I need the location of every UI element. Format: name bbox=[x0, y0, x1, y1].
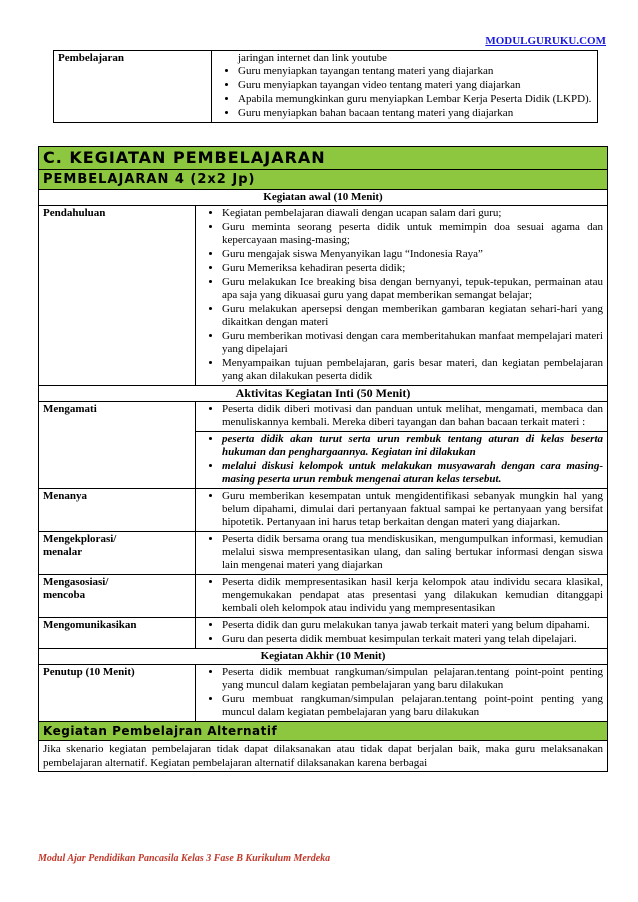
label-mengeksplorasi bbox=[39, 532, 196, 575]
content-mengomunikasikan bbox=[196, 618, 608, 649]
previous-table bbox=[53, 50, 598, 123]
list-item: • Guru menyiapkan tayangan video tentang materi yang diajarkan bbox=[238, 79, 593, 92]
alternatif-title: Kegiatan Pembelajran Alternatif bbox=[39, 722, 608, 741]
phase-awal: Kegiatan awal (10 Menit) bbox=[39, 190, 608, 206]
label-line: mencoba bbox=[43, 589, 86, 601]
label-line: menalar bbox=[43, 546, 83, 558]
content-mengamati bbox=[196, 402, 608, 432]
list-item: jaringan internet dan link youtube bbox=[238, 52, 388, 64]
list-item: • Guru memberikan motivasi dengan cara memberitahukan manfaat mempelajari materi yang dipelajari bbox=[222, 330, 603, 356]
label-mengamati: Mengamati bbox=[39, 402, 196, 489]
row-label: Pembelajaran bbox=[54, 51, 212, 123]
label-line: Mengasosiasi/ bbox=[43, 576, 109, 588]
content-mengasosiasi bbox=[196, 575, 608, 618]
list-item: • Guru membuat rangkuman/simpulan pelajaran.tentang point-point penting yang muncul dalam kegiatan pembelajaran yang baru dilakukan bbox=[222, 693, 603, 719]
content-mengamati-bold bbox=[196, 432, 608, 489]
content-menanya bbox=[196, 489, 608, 532]
list-item: • Guru meminta seorang peserta didik untuk memimpin doa sesuai agama dan kepercayaan masing-masing; bbox=[222, 221, 603, 247]
content-pendahuluan bbox=[196, 206, 608, 386]
list-item: • Peserta didik membuat rangkuman/simpulan pelajaran.tentang point-point penting yang muncul dalam kegiatan pembelajaran yang baru dilakukan bbox=[222, 666, 603, 692]
list-item: • Guru melakukan apersepsi dengan memberikan gambaran kegiatan sehari-hari yang dikaitkan dengan materi bbox=[222, 303, 603, 329]
list-item: • Guru menyiapkan tayangan tentang materi yang diajarkan bbox=[238, 65, 593, 78]
label-menanya: Menanya bbox=[39, 489, 196, 532]
list-item: • Peserta didik diberi motivasi dan panduan untuk melihat, mengamati, membaca dan menuliskannya kembali. Mereka diberi tayangan dan bahan bacaan terkait materi : bbox=[222, 403, 603, 429]
list-item: • Guru mengajak siswa Menyanyikan lagu “Indonesia Raya” bbox=[222, 248, 603, 261]
kegiatan-table bbox=[38, 146, 608, 772]
page-footer: Modul Ajar Pendidikan Pancasila Kelas 3 Fase B Kurikulum Merdeka bbox=[38, 853, 331, 864]
label-mengomunikasikan: Mengomunikasikan bbox=[39, 618, 196, 649]
list-item: • Guru Memeriksa kehadiran peserta didik; bbox=[222, 262, 603, 275]
label-penutup: Penutup (10 Menit) bbox=[39, 665, 196, 722]
alternatif-text: Jika skenario kegiatan pembelajaran tidak dapat dilaksanakan atau tidak dapat berjalan baik, maka guru melaksanakan pembelajaran alternatif. Kegiatan pembelajaran alternatif dilaksanakan karena berbagai bbox=[39, 741, 608, 772]
list-item: • Apabila memungkinkan guru menyiapkan Lembar Kerja Peserta Didik (LKPD). bbox=[238, 93, 593, 106]
row-content bbox=[212, 51, 598, 123]
list-item: • Peserta didik bersama orang tua mendiskusikan, mengumpulkan informasi, kemudian melalui siswa mempresentasikan ulang, dan saling bertukar informasi dengan siswa lain mengenai materi yang diajarkan bbox=[222, 533, 603, 572]
phase-akhir: Kegiatan Akhir (10 Menit) bbox=[39, 649, 608, 665]
subsection-title: PEMBELAJARAN 4 (2x2 Jp) bbox=[39, 170, 608, 190]
list-item: • Guru memberikan kesempatan untuk mengidentifikasi sebanyak mungkin hal yang belum dipahami, dimulai dari pertanyaan faktual sampai ke pertanyaan yang bersifat hipotetik. Pertanyaan ini harus tetap berkaitan dengan materi yang diajarkan. bbox=[222, 490, 603, 529]
list-item: • Peserta didik mempresentasikan hasil kerja kelompok atau individu secara klasikal, mengemukakan pendapat atas presentasi yang dilakukan kemudian ditanggapi kembali oleh kelompok atau individu yang mempresentasikan bbox=[222, 576, 603, 615]
label-pendahuluan: Pendahuluan bbox=[39, 206, 196, 386]
content-penutup bbox=[196, 665, 608, 722]
phase-inti: Aktivitas Kegiatan Inti (50 Menit) bbox=[39, 386, 608, 402]
list-item: • melalui diskusi kelompok untuk melakukan musyawarah dengan cara masing-masing peserta urun rembuk mengenai aturan kelas tersebut. bbox=[222, 460, 603, 486]
label-line: Mengekplorasi/ bbox=[43, 533, 117, 545]
list-item: • Guru melakukan Ice breaking bisa dengan bernyanyi, tepuk-tepukan, permainan atau apa saja yang dikuasai guru yang dapat memberikan semangat belajar; bbox=[222, 276, 603, 302]
list-item: • Peserta didik dan guru melakukan tanya jawab terkait materi yang belum dipahami. bbox=[222, 619, 603, 632]
site-link[interactable]: MODULGURUKU.COM bbox=[485, 35, 606, 47]
list-item: • peserta didik akan turut serta urun rembuk tentang aturan di kelas beserta hukuman dan penghargaannya. Kegiatan ini dilakukan bbox=[222, 433, 603, 459]
content-mengeksplorasi bbox=[196, 532, 608, 575]
list-item: • Kegiatan pembelajaran diawali dengan ucapan salam dari guru; bbox=[222, 207, 603, 220]
list-item: • Guru dan peserta didik membuat kesimpulan terkait materi yang telah dipelajari. bbox=[222, 633, 603, 646]
label-mengasosiasi bbox=[39, 575, 196, 618]
list-item: • Menyampaikan tujuan pembelajaran, garis besar materi, dan kegiatan pembelajaran yang akan dilakukan peserta didik bbox=[222, 357, 603, 383]
list-item: • Guru menyiapkan bahan bacaan tentang materi yang diajarkan bbox=[238, 107, 593, 120]
section-title: C. KEGIATAN PEMBELAJARAN bbox=[39, 147, 608, 170]
